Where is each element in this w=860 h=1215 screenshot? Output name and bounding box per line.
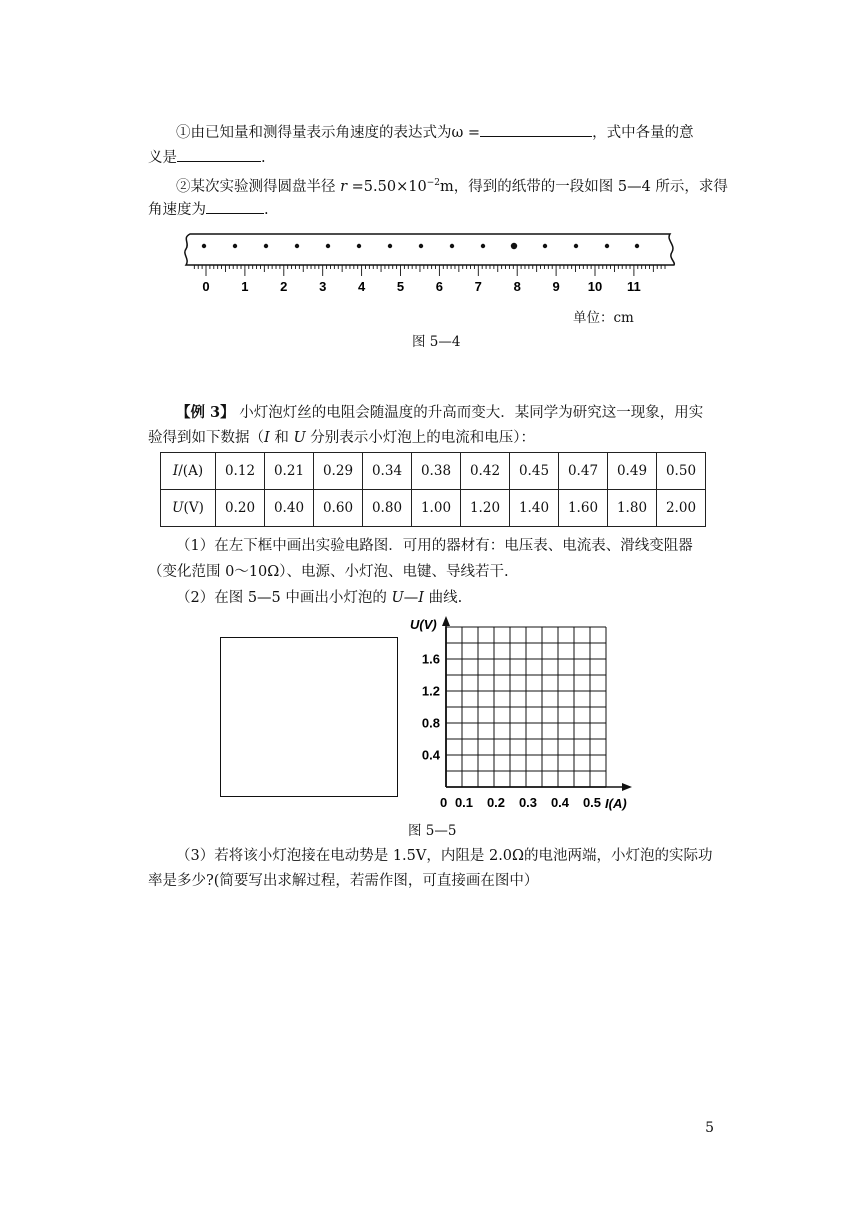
- tape-dot: [419, 244, 423, 248]
- ruler-label: 5: [396, 279, 405, 294]
- row-header-current: [161, 453, 216, 490]
- ruler-label: 1: [241, 279, 249, 294]
- question-text: （2）在图 5—5 中画出小灯泡的: [176, 590, 392, 606]
- example-text: 分别表示小灯泡上的电流和电压）：: [305, 430, 536, 446]
- question-text: 曲线.: [423, 590, 463, 606]
- example-tag: 【例 3】: [176, 404, 235, 421]
- y-tick-label: 1.6: [421, 651, 440, 667]
- x-tick-label: 0.3: [518, 795, 538, 810]
- answer-blank[interactable]: [480, 122, 592, 137]
- row-header-voltage: [161, 490, 216, 527]
- question-1-line1: （1）在左下框中画出实验电路图．可用的器材有：电压表、电流表、滑线变阻器: [176, 538, 693, 554]
- table-cell: 0.34: [363, 453, 412, 490]
- x-axis-arrow: [622, 783, 632, 791]
- question-text: ①由已知量和测得量表示角速度的表达式为ω =: [176, 125, 481, 141]
- question-text: .: [264, 202, 269, 218]
- table-cell: 0.20: [216, 490, 265, 527]
- question-angular-velocity: [148, 199, 269, 220]
- table-cell: 1.20: [461, 490, 510, 527]
- table-cell: 0.38: [412, 453, 461, 490]
- u-i-graph[interactable]: [400, 610, 650, 815]
- ruler-ticks: [194, 265, 672, 276]
- question-text: =5.50×10: [347, 178, 427, 195]
- question-3-line1: （3）若将该小灯泡接在电动势是 1.5V，内阻是 2.0Ω的电池两端，小灯泡的实际功: [176, 848, 713, 864]
- variable-u: U: [391, 590, 404, 606]
- circuit-diagram-box[interactable]: [220, 637, 398, 797]
- graph-axes: [442, 616, 632, 791]
- example3-intro: [176, 403, 703, 423]
- table-cell: 1.80: [608, 490, 657, 527]
- table-cell: 0.60: [314, 490, 363, 527]
- paper-tape: [185, 234, 674, 265]
- question-text: 角速度为: [148, 202, 206, 218]
- page-number: 5: [705, 1120, 714, 1136]
- example-text: 验得到如下数据（: [148, 430, 264, 446]
- y-tick-label: 0.8: [421, 715, 440, 731]
- ruler-label: 6: [435, 279, 444, 294]
- tape-outline: [185, 234, 674, 265]
- table-cell: 0.12: [216, 453, 265, 490]
- ruler-label: 7: [474, 279, 482, 294]
- x-axis-label: I(A): [605, 796, 627, 811]
- figure-caption-5-5: 图 5—5: [408, 823, 457, 839]
- x-tick-label: 0.1: [454, 795, 474, 810]
- table-cell: 1.60: [559, 490, 608, 527]
- example-text: 和: [269, 430, 294, 446]
- variable-i: I: [172, 463, 179, 479]
- tape-dot: [295, 244, 299, 248]
- table-cell: 0.45: [510, 453, 559, 490]
- table-cell: 0.49: [608, 453, 657, 490]
- dash: —: [403, 590, 419, 606]
- origin-label: 0: [440, 795, 448, 810]
- data-table: [160, 452, 706, 527]
- tape-dot: [511, 243, 517, 249]
- tape-dot: [388, 244, 392, 248]
- question-2: [176, 588, 462, 608]
- y-axis-label: U(V): [410, 617, 437, 632]
- question-text: m，得到的纸带的一段如图 5—4 所示，求得: [439, 178, 728, 195]
- table-cell: 1.40: [510, 490, 559, 527]
- table-cell: 0.21: [265, 453, 314, 490]
- tape-dot: [233, 244, 237, 248]
- example3-intro-line2: [148, 428, 535, 448]
- question-omega-expression: [176, 122, 694, 143]
- ruler-label: 2: [280, 279, 288, 294]
- ruler-label: 8: [513, 279, 521, 294]
- tape-dot: [481, 244, 485, 248]
- unit: /(A): [178, 463, 204, 479]
- question-omega-meaning: [148, 147, 266, 168]
- table-cell: 0.29: [314, 453, 363, 490]
- question-text: ，式中各量的意: [592, 125, 694, 141]
- x-tick-label: 0.2: [486, 795, 506, 810]
- table-cell: 0.40: [265, 490, 314, 527]
- ruler-label: 0: [202, 279, 210, 294]
- ruler-unit: 单位：cm: [573, 310, 634, 326]
- figure-caption-5-4: 图 5—4: [412, 334, 461, 350]
- tape-dot: [574, 244, 578, 248]
- x-tick-label: 0.5: [582, 795, 602, 810]
- ruler-label: 3: [319, 279, 327, 294]
- table-cell: 0.50: [657, 453, 706, 490]
- question-text: 义是: [148, 150, 177, 166]
- table-cell: 0.42: [461, 453, 510, 490]
- question-1-line2: （变化范围 0～10Ω）、电源、小灯泡、电键、导线若干.: [148, 564, 509, 580]
- ruler-label: 9: [552, 279, 560, 294]
- variable-i: I: [418, 590, 424, 606]
- table-row-current: [161, 453, 706, 490]
- unit: (V): [183, 500, 204, 516]
- tape-dot: [357, 244, 361, 248]
- tape-dot: [605, 244, 609, 248]
- question-radius: [176, 173, 728, 197]
- table-cell: 2.00: [657, 490, 706, 527]
- exponent: −2: [426, 178, 440, 188]
- variable-u: U: [172, 500, 184, 516]
- tape-ruler-figure: [178, 228, 688, 298]
- question-3-line2: 率是多少?(简要写出求解过程，若需作图，可直接画在图中）: [148, 873, 539, 889]
- variable-i: I: [264, 430, 270, 446]
- y-tick-label: 0.4: [421, 747, 440, 763]
- ruler-label: 10: [587, 279, 603, 294]
- answer-blank[interactable]: [206, 199, 264, 214]
- variable-r: r: [340, 178, 348, 195]
- table-cell: 1.00: [412, 490, 461, 527]
- table-cell: 0.80: [363, 490, 412, 527]
- answer-blank[interactable]: [177, 147, 261, 162]
- variable-u: U: [293, 430, 306, 446]
- tape-dot: [202, 244, 206, 248]
- question-text: ②某次实验测得圆盘半径: [176, 178, 341, 195]
- tape-dot: [450, 244, 454, 248]
- tape-dot: [635, 244, 639, 248]
- ruler-label: 4: [357, 279, 366, 294]
- x-tick-label: 0.4: [550, 795, 570, 810]
- ruler-label: 11: [627, 279, 641, 294]
- tape-dot: [326, 244, 330, 248]
- graph-grid: [446, 627, 606, 787]
- question-text: .: [261, 150, 266, 166]
- ruler-labels: [202, 279, 640, 294]
- y-tick-label: 1.2: [421, 683, 440, 699]
- y-axis-arrow: [442, 616, 450, 626]
- example-text: 小灯泡灯丝的电阻会随温度的升高而变大．某同学为研究这一现象，用实: [239, 405, 704, 421]
- table-row-voltage: [161, 490, 706, 527]
- tape-dot: [264, 244, 268, 248]
- table-cell: 0.47: [559, 453, 608, 490]
- tape-dot: [543, 244, 547, 248]
